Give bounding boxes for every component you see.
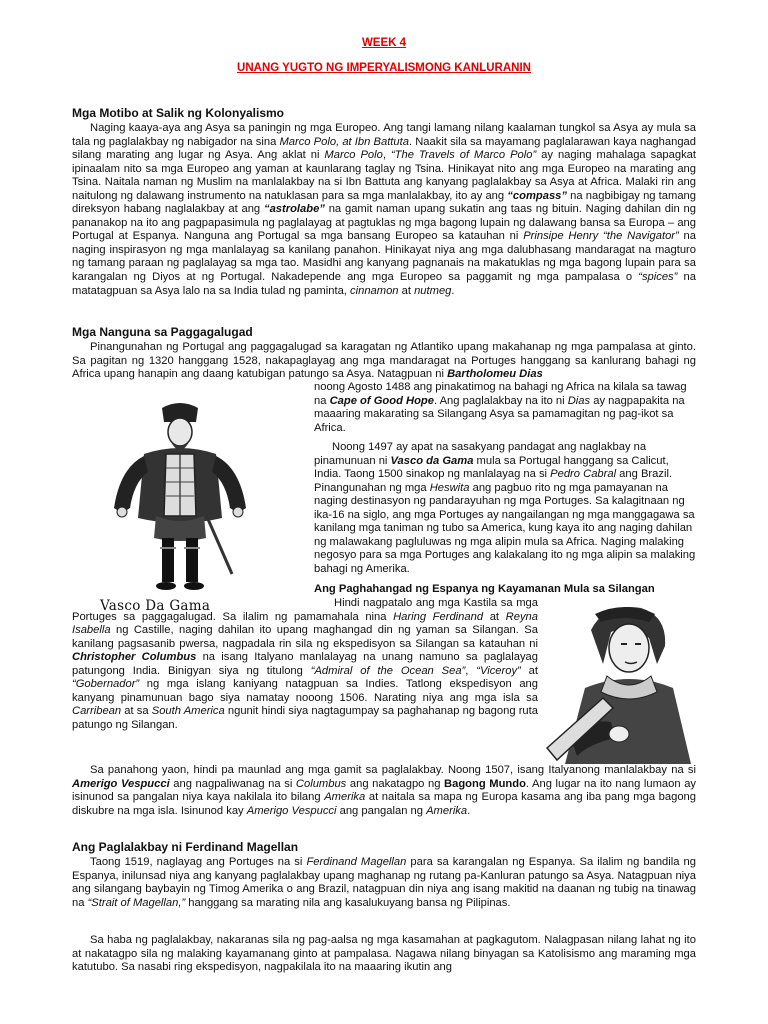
paragraph-magellan: Taong 1519, naglayag ang Portuges na si Ferdinand Magellan para sa karangalan ng Espanya. Sa ilalim ng bandila ng Espanya, inilunsad niya ang kanyang paglalakbay upang maghanap ng rutang pa-Kanluran patungo sa Asya. Natagpuan niya ang silangang baybayin ng Timog Amerika o ang Brazil, natagpuan din niya ang isang makitid na daanan ng tubig na tinawag na “Strait of Magellan,” hanggang sa marating nila ang kasalukuyang bansa ng Pilipinas. bbox=[72, 856, 697, 909]
subheading-espanya: Ang Paghahangad ng Espanya ng Kayamanan Mula sa Silangan bbox=[314, 583, 655, 595]
paragraph-nanguna-intro: Pinangunahan ng Portugal ang paggagalugad sa karagatan ng Atlantiko upang makahanap ng mga pampalasa at ginto. Sa pagitan ng 1320 hanggang 1528, nakapaglayag ang mga mandaragat na Portuges hanggang sa kanlurang bahagi ng Africa upang hanapin ang daang katubigan patungo sa Asya. Natagpuan ni Bartholomeu Dias bbox=[72, 341, 696, 381]
vasco-da-gama-caption: Vasco Da Gama bbox=[100, 598, 211, 614]
paragraph-paglalakbay: Sa haba ng paglalakbay, nakaranas sila ng pag-aalsa ng mga kasamahan at pagkagutom. Nalagpasan nilang lahat ng ito at nakatagpo sila ng malaking kayamanang ginto at pampalasa. Nagawa nilang binyagan sa Katolisismo ang maraming mga katutubo. Sa nasabi ring ekspedisyon, nagpakilala ito na maaaring ikutin ang bbox=[72, 934, 696, 974]
paragraph-vespucci: Sa panahong yaon, hindi pa maunlad ang mga gamit sa paglalakbay. Noong 1507, isang Italyanong manlalakbay na si Amerigo Vespucci ang nagpaliwanag na si Columbus ang nakatagpo ng Bagong Mundo. Ang lugar na ito nang lumaon ay isinunod sa pangalan niya kaya nakilala ito bilang Amerika at naitala sa mapa ng Europa kasama ang iba pang mga bagong diskubre na mga isla. Isinunod kay Amerigo Vespucci ang pangalan ng Amerika. bbox=[72, 764, 697, 817]
christopher-columbus-portrait bbox=[545, 598, 695, 764]
week-label: WEEK 4 bbox=[361, 37, 407, 49]
section-heading-nanguna: Mga Nanguna sa Paggagalugad bbox=[72, 325, 253, 339]
section-heading-magellan: Ang Paglalakbay ni Ferdinand Magellan bbox=[72, 840, 299, 854]
paragraph-motibo: Naging kaaya-aya ang Asya sa paningin ng mga Europeo. Ang tangi lamang nilang kaalaman tungkol sa Asya ay mula sa tala ng paglalakbay ng nabigador na sina Marco Polo, at Ibn Battuta. Naakit sila sa mayamang paglalarawan kaya naghangad silang marating ang lugar ng Asya. Ang aklat ni Marco Polo, “The Travels of Marco Polo” ay naging mahalaga sapagkat ipinaalam nito sa mga Europeo ang yaman at kaunlarang taglay ng Tsina. Hinikayat nito ang mga Europeo na marating ang Tsina. Naitala naman ng Muslim na manlalakbay na si Ibn Battuta ang kanyang paglalakbay sa Asya at Africa. Malaki rin ang naitulong ng dalawang instrumento na natuklasan para sa mga manlalakbay, ito ay ang “compass” na nagbibigay ng tamang direksyon habang naglalakbay at ang “astrolabe” na gamit naman upang sukatin ang taas ng bituin. Naging dahilan din ng pananakop na ito ang pagpapasimula ng paglalayag at pagtuklas ng mga bagong lupain ng dalawang bansa sa Europa – ang Portugal at Espanya. Nanguna ang Portugal sa mga bansang Europeo sa katauhan ni Prinsipe Henry “the Navigator” na naging inspirasyon ng mga manlalayag sa kanilang panahon. Hinikayat niya ang mga dalubhasang mandaragat na magturo ng tamang paraan ng paglalayag sa mga tao. Masidhi ang kanyang pagnanais na makatuklas ng mga bagong lupain para sa karangalan ng Diyos at ng Portugal. Nakadepende ang mga Europeo sa paggamit ng mga pampalasa o “spices” na matatagpuan sa Asya lalo na sa India tulad ng paminta, cinnamon at nutmeg. bbox=[72, 122, 697, 297]
section-heading-motibo: Mga Motibo at Salik ng Kolonyalismo bbox=[72, 106, 285, 120]
paragraph-nanguna-gama: Noong 1497 ay apat na sasakyang pandagat ang naglakbay na pinamunuan ni Vasco da Gama mula sa Portugal hanggang sa Calicut, India. Taong 1500 sinakop ng manlalayag na si Pedro Cabral ang Brazil. Pinangunahan ng mga Heswita ang pagbuo rito ng mga pamayanan na naging destinasyon ng pandarayuhan ng mga Portuges. Sa kalagitnaan ng ika-16 na siglo, ang mga Portuges ay nangailangan ng mga manggagawa sa kanilang mga taniman ng tubo sa America, kung kaya ito ang naging dahilan ng malawakang pagluluwas ng mga alipin mula sa Africa. Naging malaking negosyo para sa mga Portuges ang kalakalang ito ng mga alipin sa malaking bahagi ng Amerika. bbox=[314, 441, 696, 575]
paragraph-espanya-top: Hindi nagpatalo ang mga Kastila sa mga Portuges sa paggagalugad. Sa ilalim ng pamamahala nina Haring Ferdinand at Reyna Isabella ng Castille, naging dahilan ito upang maghangad din ng yaman sa Silangan. Sa kanilang pagsasanib pwersa, nagpadala rin sila ng ekspedisyon sa Silangan sa katauhan ni Christopher Columbus na isang Italyano manlalayag na unang namuno sa paglalayag patungong India. Binigyan siya ng titulong “Admiral of the Ocean Sea”, “Viceroy” at “Gobernador” ng mga islang kaniyang natagpuan sa Indies. Tatlong ekspedisyon ang kanyang pinamunuan bago siya namatay nooong 1506. Narating niya ang mga isla sa Carribean at sa South America ngunit hindi siya nagtagumpay sa paghahanap ng bagong ruta patungo ng Silangan. bbox=[72, 597, 539, 731]
paragraph-nanguna-dias: noong Agosto 1488 ang pinakatimog na bahagi ng Africa na kilala sa tawag na Cape of Good Hope. Ang paglalakbay na ito ni Dias ay nagpapakita na maaaring makarating sa Silangang Asya sa pamamagitan ng pag-ikot sa Africa. bbox=[314, 381, 687, 434]
vasco-da-gama-portrait bbox=[100, 398, 260, 594]
document-title: UNANG YUGTO NG IMPERYALISMONG KANLURANIN bbox=[237, 62, 531, 74]
